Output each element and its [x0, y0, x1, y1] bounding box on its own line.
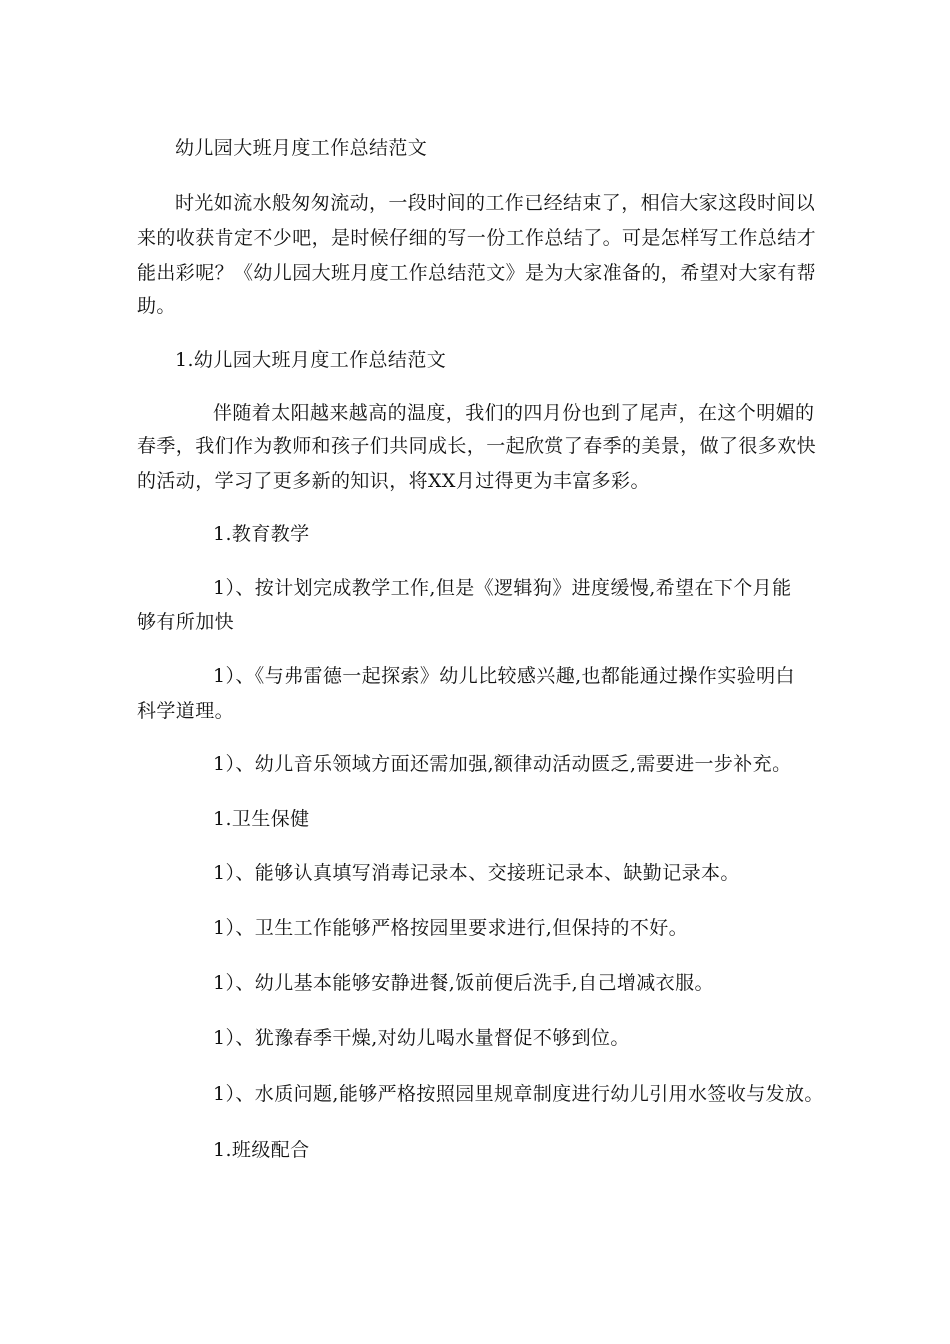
part1-heading: 1.教育教学 — [213, 523, 310, 545]
part2-item4: 1）、犹豫春季干燥,对幼儿喝水量督促不够到位。 — [213, 1027, 630, 1049]
intro-line-3: 能出彩呢？《幼儿园大班月度工作总结范文》是为大家准备的，希望对大家有帮 — [137, 262, 817, 284]
document-title: 幼儿园大班月度工作总结范文 — [175, 137, 428, 159]
part1-item1-line-2: 够有所加快 — [137, 611, 235, 633]
part2-item3: 1）、幼儿基本能够安静进餐,饭前便后洗手,自己增减衣服。 — [213, 972, 714, 994]
intro-line-1: 时光如流水般匆匆流动，一段时间的工作已经结束了，相信大家这段时间以 — [175, 192, 816, 214]
section-body-line-3: 的活动，学习了更多新的知识，将XX月过得更为丰富多彩。 — [137, 470, 650, 492]
part2-item1: 1）、能够认真填写消毒记录本、交接班记录本、缺勤记录本。 — [213, 862, 740, 884]
section-body-line-2: 春季，我们作为教师和孩子们共同成长，一起欣赏了春季的美景，做了很多欢快 — [137, 435, 817, 457]
part1-item2-line-1: 1）、《与弗雷德一起探索》幼儿比较感兴趣,也都能通过操作实验明白 — [213, 665, 795, 687]
part1-item2-line-2: 科学道理。 — [137, 700, 235, 722]
part2-item2: 1）、卫生工作能够严格按园里要求进行,但保持的不好。 — [213, 917, 689, 939]
intro-line-2: 来的收获肯定不少吧，是时候仔细的写一份工作总结了。可是怎样写工作总结才 — [137, 227, 817, 249]
part3-heading: 1.班级配合 — [213, 1139, 310, 1161]
intro-line-4: 助。 — [137, 295, 176, 317]
part1-item3: 1）、幼儿音乐领域方面还需加强,额律动活动匮乏,需要进一步补充。 — [213, 753, 792, 775]
part2-item5: 1）、水质问题,能够严格按照园里规章制度进行幼儿引用水签收与发放。 — [213, 1083, 824, 1105]
part1-item1-line-1: 1）、按计划完成教学工作,但是《逻辑狗》进度缓慢,希望在下个月能 — [213, 577, 792, 599]
section-body-line-1: 伴随着太阳越来越高的温度，我们的四月份也到了尾声，在这个明媚的 — [213, 402, 815, 424]
part2-heading: 1.卫生保健 — [213, 808, 310, 830]
section-heading: 1.幼儿园大班月度工作总结范文 — [175, 349, 447, 371]
